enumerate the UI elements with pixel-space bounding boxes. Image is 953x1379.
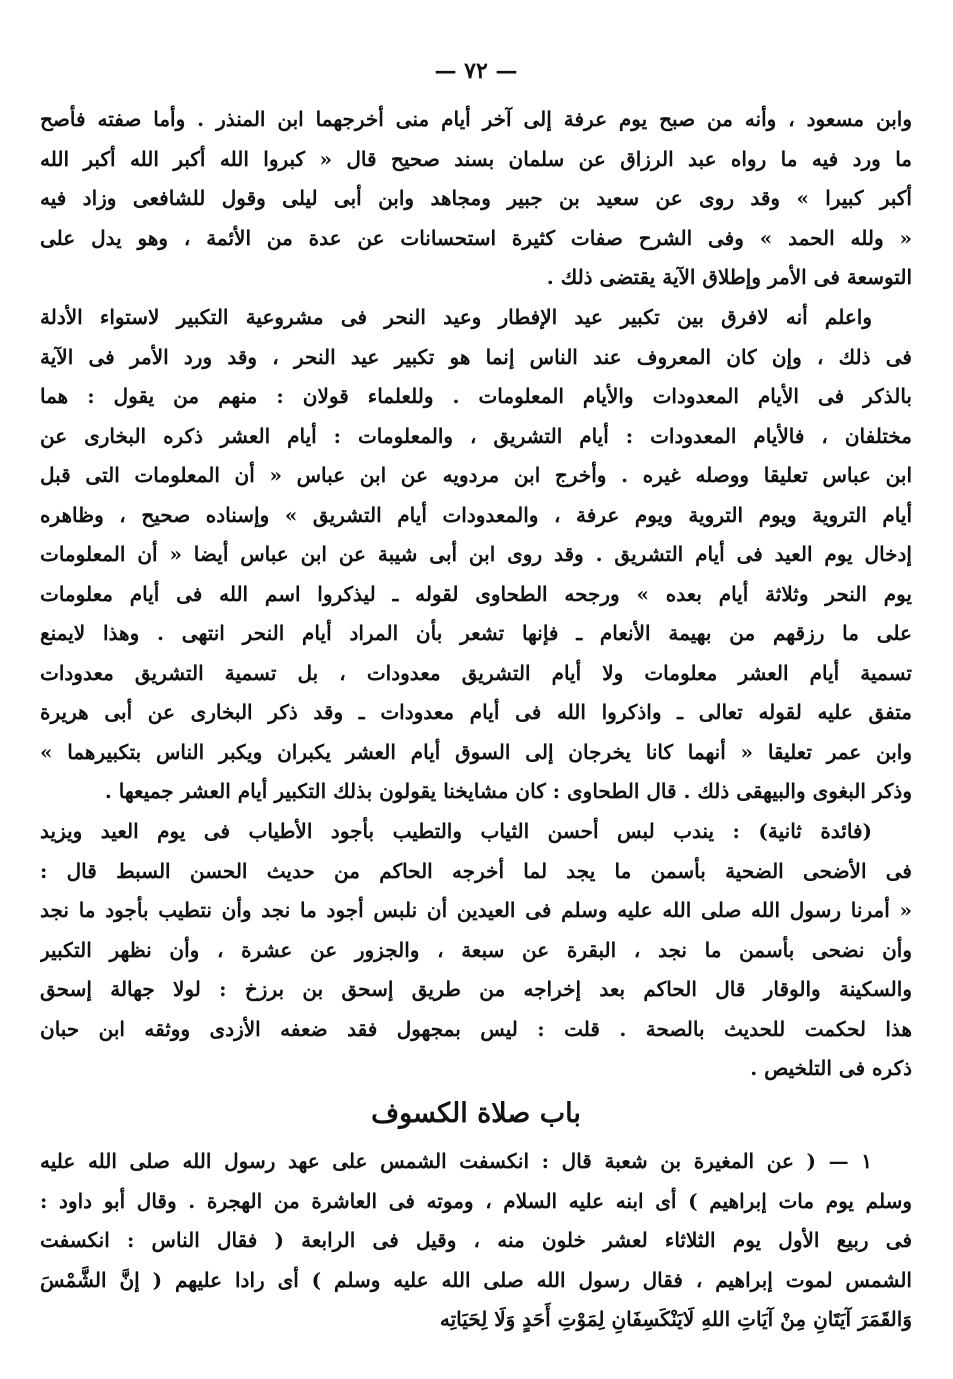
- text-line: وأن نضحى بأسمن ما نجد ، البقرة عن سبعة ، والجزور عن عشرة ، وأن نظهر التكبير: [40, 937, 912, 962]
- section-heading: باب صلاة الكسوف: [371, 1098, 581, 1129]
- text-line: ذكره فى التلخيص .: [750, 1056, 912, 1080]
- text-line: مختلفان ، فالأيام المعدودات : أيام التشريق ، والمعلومات : أيام العشر ذكره البخارى عن: [40, 423, 912, 448]
- text-line: إدخال يوم العيد فى أيام التشريق . وقد روى ابن أبى شيبة عن ابن عباس أيضا « أن المعلومات: [40, 542, 912, 566]
- text-line: « أمرنا رسول الله صلى الله عليه وسلم فى العيدين أن نلبس أجود ما نجد وأن نتطيب بأجود ما نجد: [40, 898, 912, 922]
- text-line: ابن عباس تعليقا ووصله غيره . وأخرج ابن مردويه عن ابن عباس « أن المعلومات التى قبل: [40, 463, 912, 487]
- text-line: التوسعة فى الأمر وإطلاق الآية يقتضى ذلك .: [546, 265, 912, 289]
- text-line: وابن مسعود ، وأنه من صبح يوم عرفة إلى آخر أيام منى أخرجهما ابن المنذر . وأما صفته فأصح: [40, 107, 912, 131]
- text-line: (فائدة ثانية) : يندب لبس أحسن الثياب والتطيب بأجود الأطياب فى يوم العيد ويزيد: [40, 819, 872, 843]
- text-line: أيام التروية ويوم التروية ويوم عرفة ، والمعدودات أيام التشريق » وإسناده صحيح ، وظاهره: [40, 502, 912, 527]
- text-line: تسمية أيام العشر معلومات ولا أيام التشريق معدودات ، بل تسمية التشريق معدودات: [40, 660, 912, 685]
- text-line: يوم النحر وثلاثة أيام بعده » ورجحه الطحاوى لقوله ـ ليذكروا اسم الله فى أيام معلومات: [40, 581, 912, 606]
- text-line: « ولله الحمد » وفى الشرح صفات كثيرة استحسانات عن عدة من الأئمة ، وهو يدل على: [40, 225, 912, 250]
- text-line: واعلم أنه لافرق بين تكبير عيد الإفطار وعيد النحر فى مشروعية التكبير لاستواء الأدلة: [40, 305, 873, 329]
- text-line: على ما رزقهم من بهيمة الأنعام ـ فإنها تشعر بأن المراد أيام النحر انتهى . وهذا لايمنع: [40, 621, 912, 645]
- paragraph-eclipse-hadith: [40, 1142, 912, 1340]
- paragraph-known-and-counted-days: [40, 298, 912, 812]
- paragraph-second-benefit: [40, 812, 912, 1089]
- text-line: فى ربيع الأول يوم الثلاثاء لعشر خلون منه ، وقيل فى الرابعة ( فقال الناس : انكسفت: [40, 1228, 912, 1252]
- document-page: [40, 0, 912, 1379]
- text-line: ما ورد فيه ما رواه عبد الرزاق عن سلمان بسند صحيح قال « كبروا الله أكبر الله أكبر الله: [40, 146, 912, 171]
- text-line: وابن عمر تعليقا « أنهما كانا يخرجان إلى السوق أيام العشر يكبران ويكبر الناس بتكبيرهما »: [40, 739, 912, 764]
- text-line: وَالقَمَرَ آيَتَانِ مِنْ آيَاتِ اللهِ لَايَنْكَسِفَانِ لِمَوْتِ أَحَدٍ وَلَا لِحَيَاتِه: [439, 1307, 912, 1331]
- paragraph-takbir-times: [40, 100, 912, 298]
- text-line: والسكينة والوقار قال الحاكم بعد إخراجه من طريق إسحق بن برزخ : لولا جهالة إسحق: [40, 977, 912, 1001]
- text-line: الشمس لموت إبراهيم ، فقال رسول الله صلى الله عليه وسلم ) أى رادا عليهم ( إنَّ الشَّمْسَ: [40, 1267, 912, 1292]
- text-line: هذا لحكمت للحديث بالصحة . قلت : ليس بمجهول فقد ضعفه الأزدى ووثقه ابن حبان: [40, 1016, 912, 1041]
- text-line: متفق عليه لقوله تعالى ـ واذكروا الله فى أيام معدودات ـ وقد ذكر البخارى عن أبى هريرة: [40, 700, 912, 724]
- text-line: ١ — ( عن المغيرة بن شعبة قال : انكسفت الشمس على عهد رسول الله صلى الله عليه: [40, 1149, 872, 1173]
- page-number: — ٧٢ —: [434, 58, 518, 84]
- text-line: بالذكر فى الأيام المعدودات والأيام المعلومات . وللعلماء قولان : منهم من يقول : هما: [40, 384, 912, 408]
- text-line: فى الأضحى الضحية بأسمن ما يجد لما أخرجه الحاكم من حديث الحسن السبط قال :: [40, 858, 912, 883]
- text-line: وذكر البغوى والبيهقى ذلك . قال الطحاوى : كان مشايخنا يقولون بذلك التكبير أيام العشر جميعها .: [104, 779, 912, 803]
- text-line: فى ذلك ، وإن كان المعروف عند الناس إنما هو تكبير عيد النحر ، وقد ورد الأمر فى الآية: [40, 344, 912, 369]
- text-line: أكبر كبيرا » وقد روى عن سعيد بن جبير ومجاهد وابن أبى ليلى وقول للشافعى وزاد فيه: [40, 186, 912, 210]
- text-line: وسلم يوم مات إبراهيم ) أى ابنه عليه السلام ، وموته فى العاشرة من الهجرة . وقال أبو داود :: [40, 1188, 912, 1213]
